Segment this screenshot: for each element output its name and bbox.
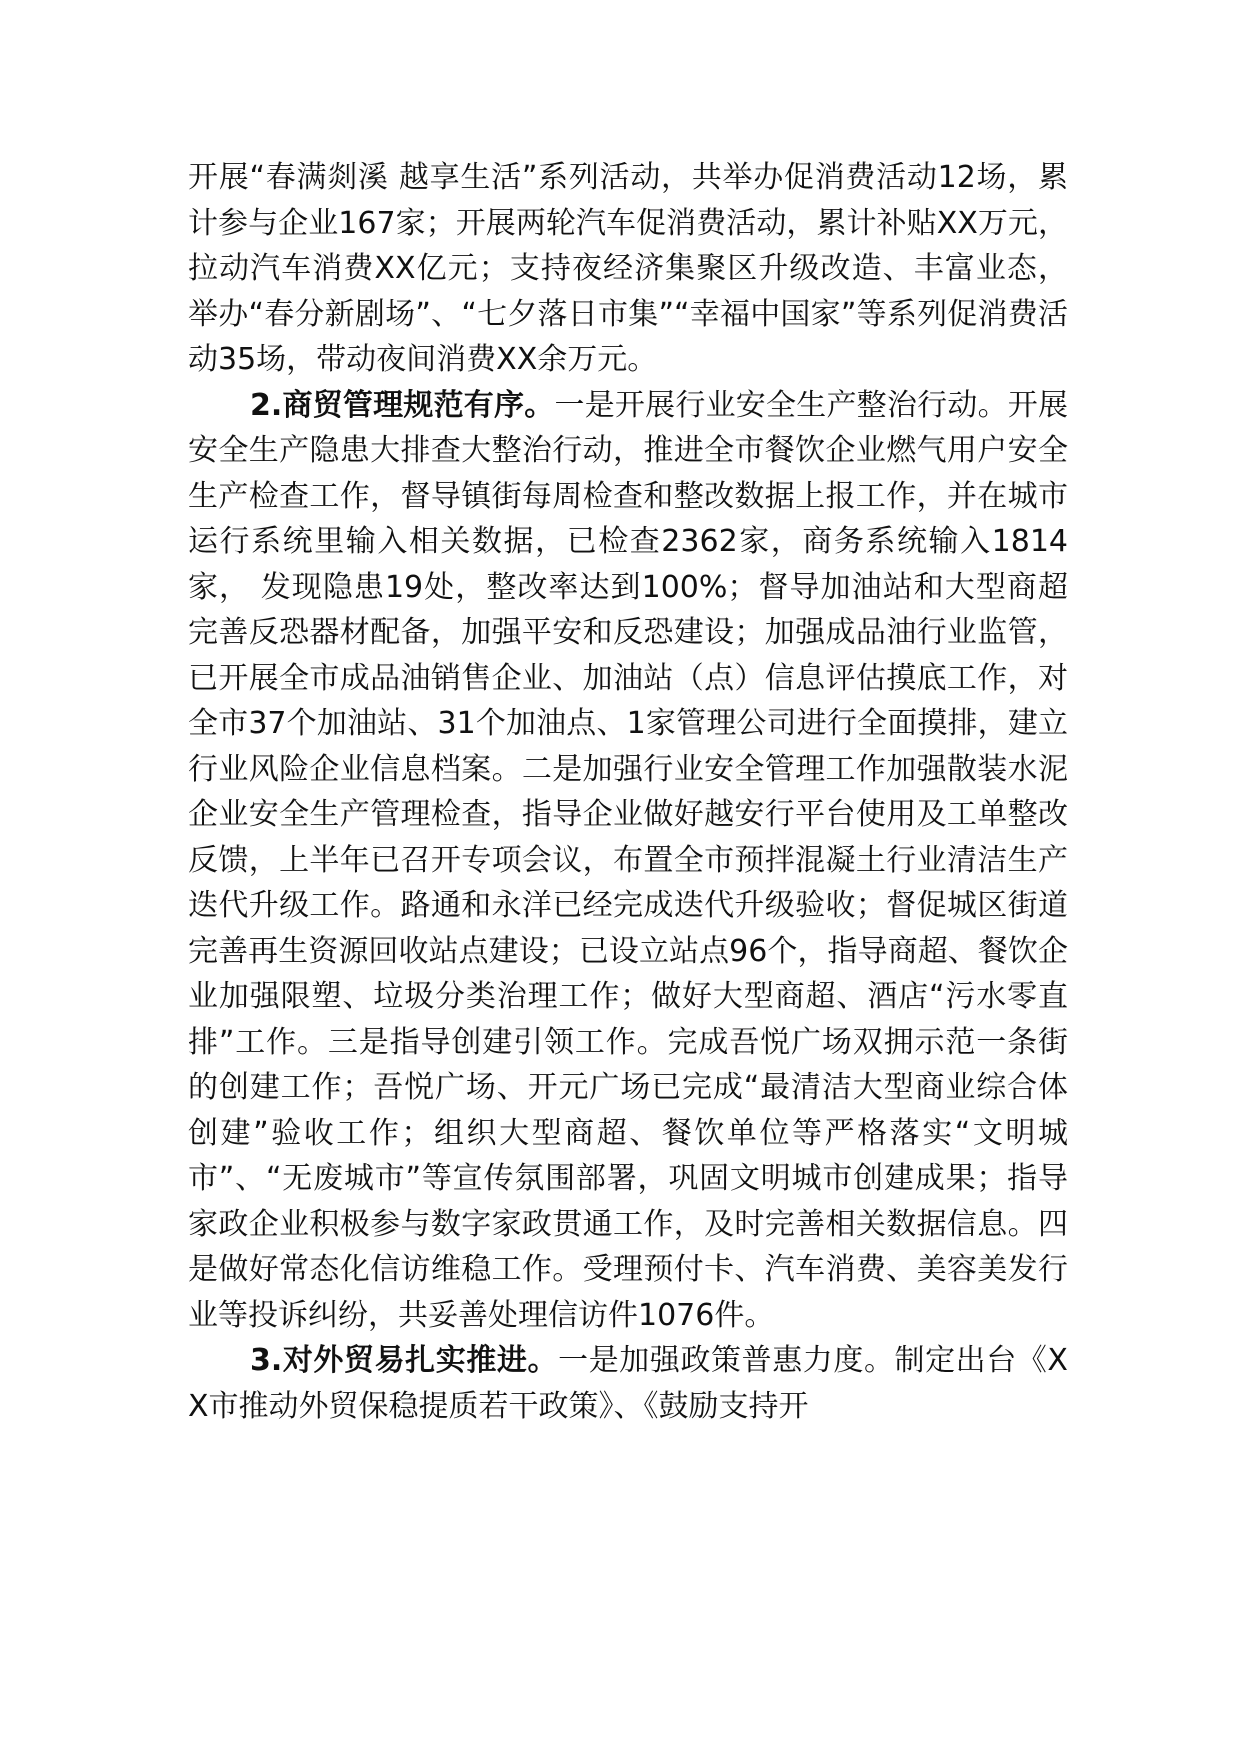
paragraph-trade-management — [188, 383, 1068, 1339]
document-body — [188, 155, 1068, 1429]
paragraph-foreign-trade — [188, 1338, 1068, 1429]
paragraph-body: 一是加强政策普惠力度。制定出台《XX市推动外贸保稳提质若干政策》、《鼓励支持开 — [188, 1343, 1068, 1424]
paragraph-body: 一是开展行业安全生产整治行动。开展安全生产隐患大排查大整治行动，推进全市餐饮企业燃气用户安全生产检查工作，督导镇街每周检查和整改数据上报工作，并在城市运行系统里输入相关数据，已检查2362家，商务系统输入1814家， 发现隐患19处，整改率达到100%；督导加油站和大型商超完善反恐器材配备，加强平安和反恐建设；加强成品油行业监管，已开展全市成品油销售企业、加油站（点）信息评估摸底工作，对全市37个加油站、31个加油点、1家管理公司进行全面摸排，建立行业风险企业信息档案。二是加强行业安全管理工作加强散装水泥企业安全生产管理检查，指导企业做好越安行平台使用及工单整改反馈，上半年已召开专项会议，布置全市预拌混凝土行业清洁生产迭代升级工作。路通和永洋已经完成迭代升级验收；督促城区街道完善再生资源回收站点建设；已设立站点96个，指导商超、餐饮企业加强限塑、垃圾分类治理工作；做好大型商超、酒店“污水零直排”工作。三是指导创建引领工作。完成吾悦广场双拥示范一条街的创建工作；吾悦广场、开元广场已完成“最清洁大型商业综合体创建”验收工作；组织大型商超、餐饮单位等严格落实“文明城市”、“无废城市”等宣传氛围部署，巩固文明城市创建成果；指导家政企业积极参与数字家政贯通工作，及时完善相关数据信息。四是做好常态化信访维稳工作。受理预付卡、汽车消费、美容美发行业等投诉纠纷，共妥善处理信访件1076件。 — [188, 387, 1069, 1333]
section-heading: 2.商贸管理规范有序。 — [250, 387, 555, 423]
paragraph-consumption-activities — [188, 155, 1068, 383]
paragraph-body: 开展“春满剡溪 越享生活”系列活动，共举办促消费活动12场，累计参与企业167家；开展两轮汽车促消费活动，累计补贴XX万元，拉动汽车消费XX亿元；支持夜经济集聚区升级改造、丰富业态，举办“春分新剧场”、“七夕落日市集”“幸福中国家”等系列促消费活动35场，带动夜间消费XX余万元。 — [188, 160, 1068, 377]
section-heading: 3.对外贸易扎实推进。 — [250, 1343, 559, 1378]
